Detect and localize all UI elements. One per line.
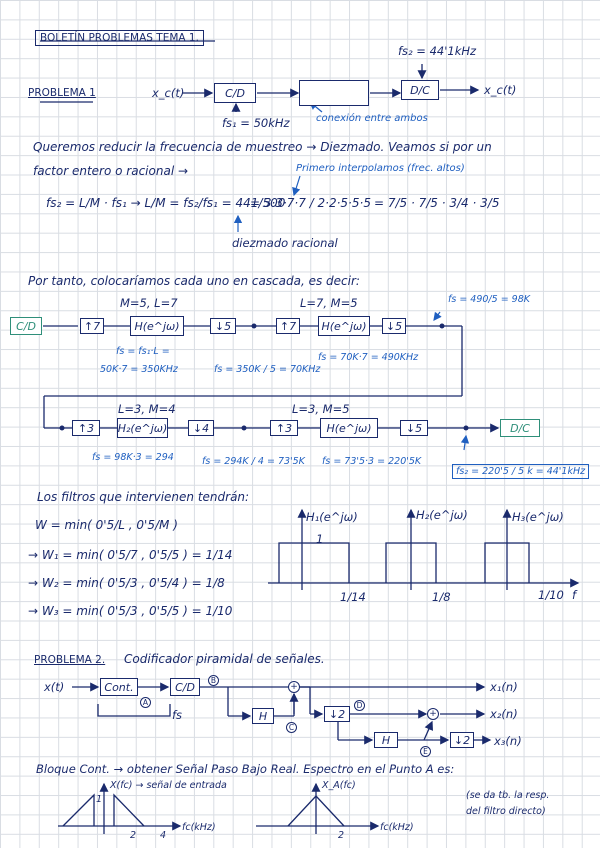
- filter-block-3: H(e^jω): [320, 418, 378, 438]
- plot-h3-label: H₃(e^jω): [512, 510, 564, 524]
- w2-formula: → W₂ = min( 0'5/3 , 0'5/4 ) = 1/8: [28, 576, 225, 590]
- downsample-2-block-1: ↓2: [324, 706, 350, 722]
- row2-fs-b: fs = 294K / 4 = 73'5K: [202, 456, 305, 467]
- downsample-4-block: ↓4: [188, 420, 214, 436]
- plot-tick-1-8: 1/8: [432, 590, 451, 604]
- row2-params-2: L=3, M=5: [292, 402, 350, 416]
- row2-fs-d: fs₂ = 220'5 / 5 k = 44'1kHz: [452, 464, 589, 479]
- plot-h1-label: H₁(e^jω): [306, 510, 358, 524]
- plot-tick-1-14: 1/14: [340, 590, 366, 604]
- page-title: BOLETÍN PROBLEMAS TEMA 1.: [35, 30, 204, 46]
- plot-h2-label: H₂(e^jω): [416, 508, 468, 522]
- filter-h2-block: H₂(e^jω): [117, 418, 168, 438]
- ratio-equation-left: fs₂ = L/M · fs₁ → L/M = fs₂/fs₁ = 441/500: [46, 196, 286, 210]
- connection-box: [299, 80, 369, 106]
- row2-fs-a: fs = 98K·3 = 294: [92, 452, 174, 463]
- h-filter-block-2: H: [374, 732, 398, 748]
- row1-params-2: L=7, M=5: [300, 296, 358, 310]
- point-a-marker: A: [140, 697, 151, 708]
- upsample-3-block-2: ↑3: [270, 420, 298, 436]
- w3-formula: → W₃ = min( 0'5/3 , 0'5/5 ) = 1/10: [28, 604, 233, 618]
- spectrum-a-label: X_A(fc): [322, 780, 356, 791]
- spectrum-one-label: 1: [96, 794, 103, 805]
- row1-fs-a: fs = fs₁·L =: [116, 346, 170, 357]
- row1-fs-c: fs = 70K·7 = 490KHz: [318, 352, 419, 363]
- filter-block-2: H(e^jω): [318, 316, 370, 336]
- text-line-1: Queremos reducir la frecuencia de muestreo → Diezmado. Veamos si por un: [33, 140, 492, 154]
- dc-converter-box: D/C: [401, 80, 439, 100]
- text-line-2: factor entero o racional →: [33, 164, 189, 178]
- point-d-marker: D: [354, 700, 365, 711]
- fs2-label: fs₂ = 44'1kHz: [398, 44, 477, 58]
- ratio-equation-mid: = 3·3·7·7 / 2·2·5·5·5: [250, 196, 371, 210]
- cd-converter-box: C/D: [214, 83, 256, 103]
- x2-output: x₂(n): [490, 707, 518, 721]
- input-signal-label: x_c(t): [152, 86, 185, 100]
- point-b-marker: B: [208, 675, 219, 686]
- block-cont-text: Bloque Cont. → obtener Señal Paso Bajo Real. Espectro en el Punto A es:: [36, 762, 455, 776]
- plot-tick-1-10: 1/10: [538, 588, 564, 602]
- row2-params-1: L=3, M=4: [118, 402, 176, 416]
- upsample-7-block-1: ↑7: [80, 318, 104, 334]
- x3-output: x₃(n): [494, 734, 522, 748]
- row1-fs-a2: 50K·7 = 350KHz: [100, 364, 178, 375]
- output-signal-label: x_c(t): [484, 83, 517, 97]
- dc-block: D/C: [500, 419, 540, 437]
- adder-2: +: [427, 708, 439, 720]
- downsample-5-block-2: ↓5: [382, 318, 406, 334]
- downsample-5-block-1: ↓5: [210, 318, 236, 334]
- row2-fs-c: fs = 73'5·3 = 220'5K: [322, 456, 422, 467]
- plot-f-axis: f: [572, 588, 577, 602]
- point-c-marker: C: [286, 722, 297, 733]
- w1-formula: → W₁ = min( 0'5/7 , 0'5/5 ) = 1/14: [28, 548, 233, 562]
- note-line-2: del filtro directo): [466, 806, 546, 817]
- spectrum-axis-2: fc(kHz): [380, 822, 414, 833]
- filter-block-1: H(e^jω): [130, 316, 184, 336]
- row1-params-1: M=5, L=7: [120, 296, 178, 310]
- upsample-3-block-1: ↑3: [72, 420, 100, 436]
- spectrum-tick-2: 2: [130, 830, 137, 841]
- cont-block: Cont.: [100, 678, 138, 696]
- rational-decimation-note: diezmado racional: [232, 236, 338, 250]
- cascade-text: Por tanto, colocaríamos cada uno en cascada, es decir:: [28, 274, 360, 288]
- spectrum-tick-4: 4: [160, 830, 167, 841]
- cd-block: C/D: [10, 317, 42, 335]
- ratio-equation-right: = 7/5 · 7/5 · 3/4 · 3/5: [374, 196, 500, 210]
- row1-fs-d: fs = 490/5 = 98K: [448, 294, 530, 305]
- spectrum-a-tick-2: 2: [338, 830, 345, 841]
- downsample-2-block-2: ↓2: [450, 732, 474, 748]
- interpolate-note: Primero interpolamos (frec. altos): [296, 163, 465, 174]
- p2-cd-block: C/D: [170, 678, 200, 696]
- problem-2-title: Codificador piramidal de señales.: [124, 652, 325, 666]
- filters-text: Los filtros que intervienen tendrán:: [37, 490, 250, 504]
- plot-one-label: 1: [316, 532, 324, 546]
- p2-input-label: x(t): [44, 680, 65, 694]
- downsample-5-block-3: ↓5: [400, 420, 428, 436]
- spectrum-input-label: X(fc) → señal de entrada: [110, 780, 227, 791]
- connection-note: conexión entre ambos: [316, 113, 428, 124]
- w-formula: W = min( 0'5/L , 0'5/M ): [35, 518, 178, 532]
- problem-1-label: PROBLEMA 1: [28, 87, 96, 99]
- h-filter-block-1: H: [252, 708, 274, 724]
- x1-output: x₁(n): [490, 680, 518, 694]
- upsample-7-block-2: ↑7: [276, 318, 300, 334]
- problem-2-label: PROBLEMA 2.: [34, 654, 106, 666]
- adder-1: +: [288, 681, 300, 693]
- point-e-marker: E: [420, 746, 431, 757]
- row1-fs-b: fs = 350K / 5 = 70KHz: [214, 364, 321, 375]
- note-line-1: (se da tb. la resp.: [466, 790, 550, 801]
- spectrum-axis-1: fc(kHz): [182, 822, 216, 833]
- p2-fs-label: fs: [172, 708, 183, 722]
- fs1-label: fs₁ = 50kHz: [222, 116, 290, 130]
